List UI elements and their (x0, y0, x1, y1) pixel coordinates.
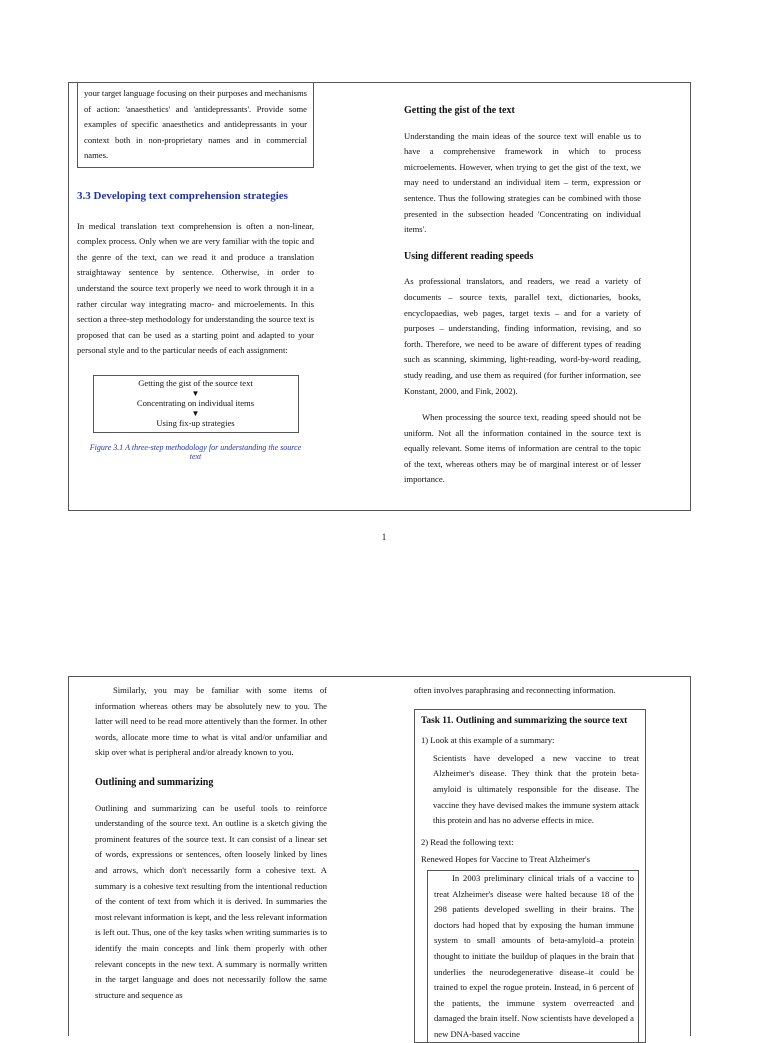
comprehension-paragraph: In medical translation text comprehension is often a non-linear, complex process. Only when we are very familiar with the topic and the genre of the text, can we read it and produce a translation straightaway sentence by sentence. Otherwise, in order to understand the source text properly we need to work through it in a rather circular way integrating macro- and microelements. In this section a three-step methodology for understanding the source text is proposed that can be used as a starting point and adapted to your personal style and to the particular needs of each assignment: (77, 220, 314, 356)
diagram-step-3: Using fix-up strategies (156, 417, 235, 428)
page-2 (68, 676, 691, 1039)
page-number: 1 (381, 532, 387, 542)
excerpt-title: Renewed Hopes for Vaccine to Treat Alzheimer's (421, 854, 590, 865)
task-11-box (414, 709, 646, 1043)
task-box-text: your target language focusing on their purposes and mechanisms of action: 'anaesthetics' and 'antidepressants'. Provide some examples of specific anaesthetics and antidepressants in your context both in non-proprietary names and in commercial names. (84, 88, 307, 161)
arrow-down-icon: ▼ (191, 388, 200, 398)
subheading-reading-speeds: Using different reading speeds (404, 250, 534, 262)
gist-paragraph: Understanding the main ideas of the source text will enable us to have a comprehensive framework in which to process microelements. However, when trying to get the gist of the text, we may need to understand an individual item – term, expression or sentence. Thus the following strategies can be combined with those presented in the subsection headed 'Concentrating on individual items'. (404, 130, 641, 235)
excerpt-text: In 2003 preliminary clinical trials of a vaccine to treat Alzheimer's disease were halted because 18 of the 298 patients developed swelling in their brains. The doctors had hoped that by exposing the human immune system to small amounts of beta-amyloid–a protein thought to initiate the buildup of plaques in the brain that underlies the neurodegenerative disease–it could be trained to expel the rogue protein. Instead, in 6 percent of the patients, the immune system overreacted and damaged the brain itself. Now scientists have developed a new DNA-based vaccine (434, 872, 634, 1039)
reading-speed-paragraph-2: When processing the source text, reading speed should not be uniform. Not all the information contained in the source text is equally relevant. Some items of information are central to the topic of the text, whereas others may be of marginal interest or of lesser importance. (404, 412, 641, 485)
subheading-outlining: Outlining and summarizing (95, 776, 214, 788)
arrow-down-icon: ▼ (191, 408, 200, 418)
subheading-gist: Getting the gist of the text (404, 105, 515, 116)
section-heading: 3.3 Developing text comprehension strategies (77, 189, 288, 202)
excerpt-box (427, 870, 639, 1043)
outlining-paragraph: Outlining and summarizing can be useful tools to reinforce understanding of the source text. An outline is a sketch giving the prominent features of the source text. It can consist of a linear set of words, expressions or sentences, often loosely linked by lines and arrows, which don't necessarily form a cohesive text. A summary is a cohesive text resulting from the intentional reduction of the content of text from which it is derived. In summaries the most relevant information is kept, and the less relevant information is left out. Thus, one of the key tasks when writing summaries is to identify the main concepts and link them properly with other relevant concepts in the new text. A summary is normally written in the target language and does not necessarily follow the same structure and sequence as (95, 802, 327, 1000)
diagram-step-2: Concentrating on individual items (136, 397, 255, 408)
task-item-1: 1) Look at this example of a summary: (421, 735, 555, 746)
task-title: Task 11. Outlining and summarizing the source text (421, 715, 628, 726)
summary-example: Scientists have developed a new vaccine to treat Alzheimer's disease. They think that the protein beta-amyloid is ultimately responsible for the disease. The vaccine they have devised makes the immune system attack this protein and has no adverse effects in mice. (433, 752, 639, 826)
diagram-step-1: Getting the gist of the source text (138, 377, 253, 388)
figure-caption: Figure 3.1 A three-step methodology for understanding the source text (89, 442, 302, 461)
continued-line: often involves paraphrasing and reconnecting information. (414, 685, 616, 695)
methodology-diagram (93, 375, 299, 433)
page-1 (68, 82, 691, 511)
task-box-continued (77, 83, 314, 168)
task-item-2: 2) Read the following text: (421, 836, 514, 847)
familiarity-paragraph: Similarly, you may be familiar with some items of information whereas others may be absolutely new to you. The latter will need to be read more attentively than the former. In other words, allocate more time to what is vital and/or unfamiliar and skip over what is peripheral and/or already known to you. (95, 685, 327, 758)
page-1-left-column (77, 83, 314, 461)
reading-speeds-paragraph: As professional translators, and readers, we read a variety of documents – source texts, parallel text, dictionaries, books, encyclopaedias, web pages, target texts – and for a variety of purposes – understanding, finding information, revising, and so forth. Therefore, we need to be aware of different types of reading such as scanning, skimming, light-reading, word-by-word reading, study reading, and use them as required (for further information, see Konstant, 2000, and Fink, 2002). (404, 276, 641, 396)
page-1-right-column (404, 101, 641, 488)
page-2-right-column (414, 683, 646, 1043)
page-2-left-column (95, 683, 327, 1003)
